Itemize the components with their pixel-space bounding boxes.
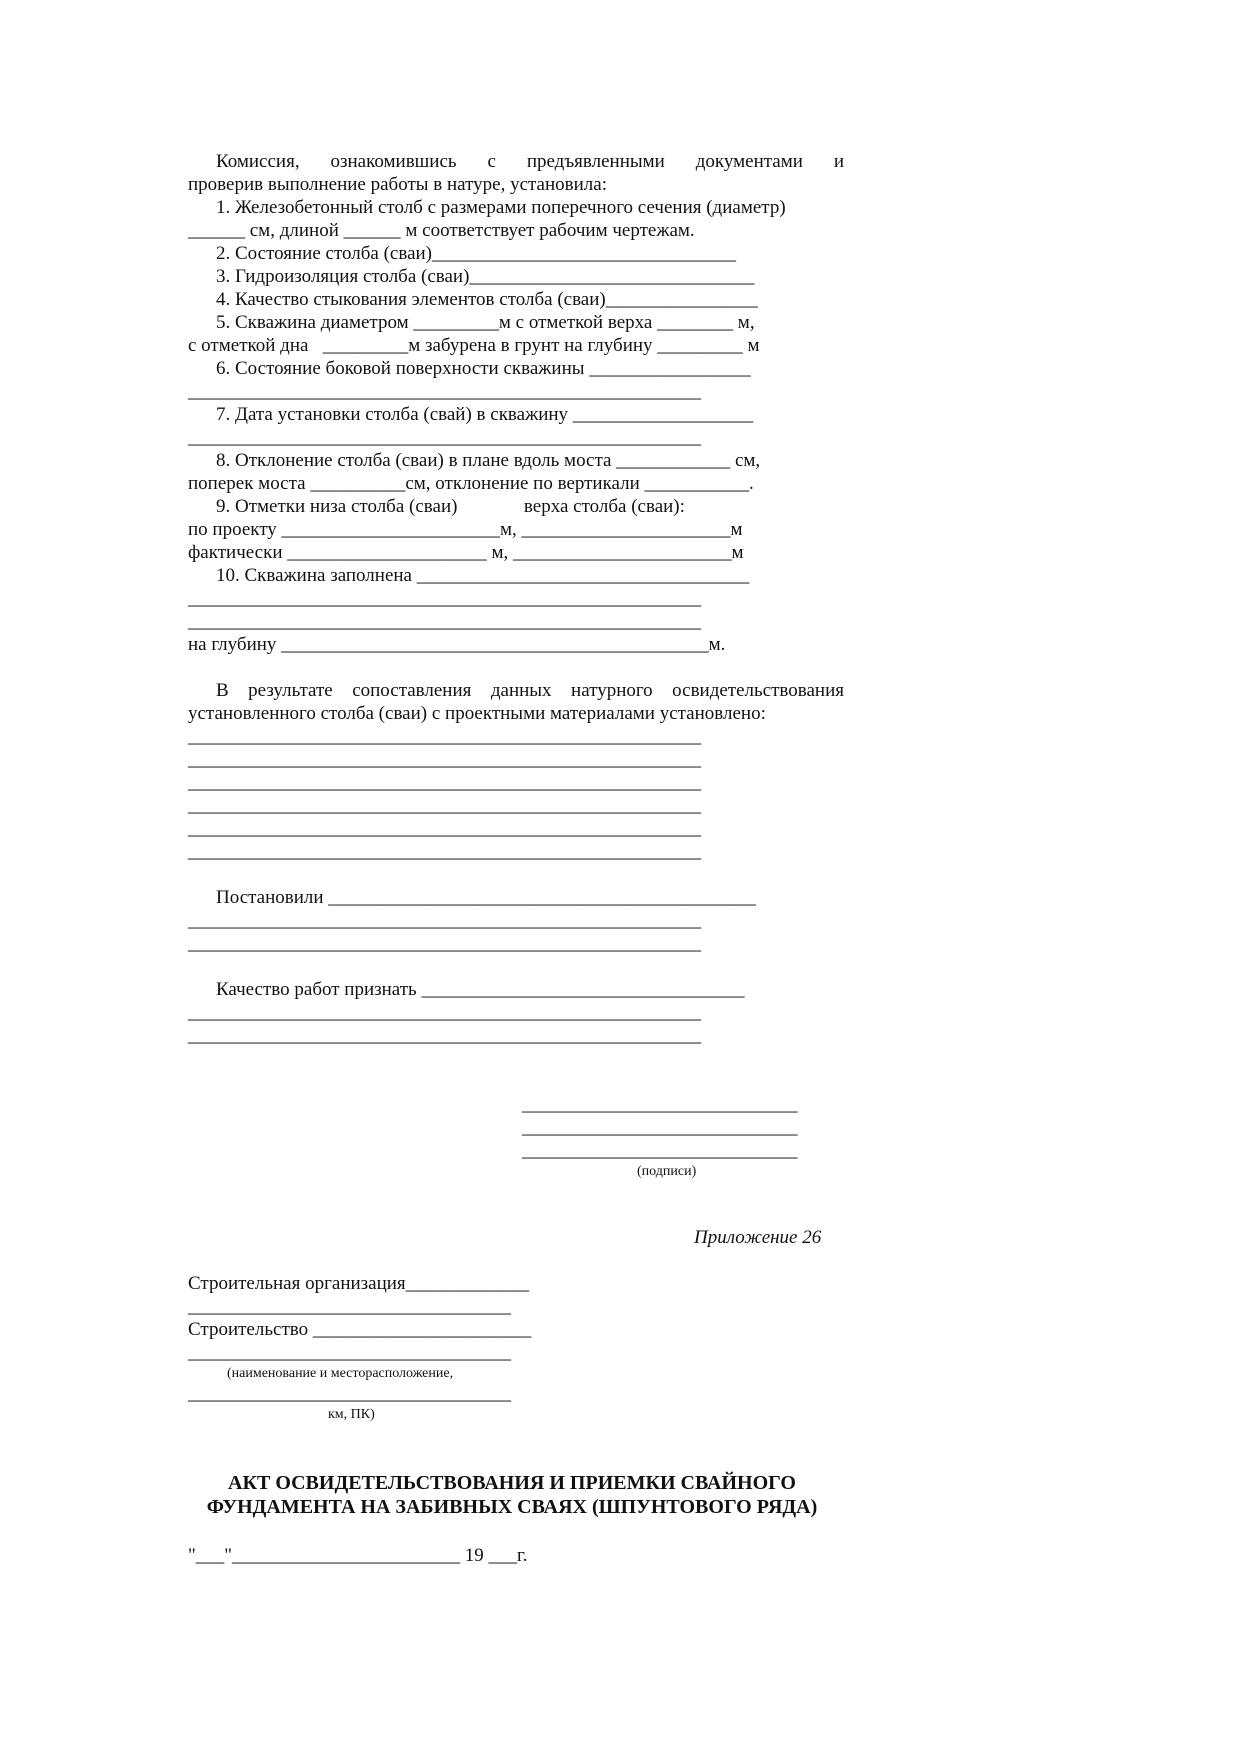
- act-title-line-2: ФУНДАМЕНТА НА ЗАБИВНЫХ СВАЯХ (ШПУНТОВОГО РЯДА): [206, 1496, 818, 1518]
- item-8-line-a: 8. Отклонение столба (сваи) в плане вдоль моста ____________ см,: [216, 450, 761, 471]
- item-8-line-b: поперек моста __________см, отклонение по вертикали ___________.: [188, 473, 754, 494]
- quality-blank-line-1: ______________________________________________________: [188, 1002, 701, 1023]
- item-2: 2. Состояние столба (сваи)________________________________: [216, 243, 737, 264]
- construction-site-blank-line: __________________________________: [188, 1342, 511, 1363]
- signature-line-3: _____________________________: [522, 1140, 798, 1161]
- item-10-blank-line-2: ______________________________________________________: [188, 611, 701, 632]
- item-1-line-a: 1. Железобетонный столб с размерами поперечного сечения (диаметр): [216, 197, 786, 218]
- decided-blank-line-1: ______________________________________________________: [188, 910, 701, 931]
- item-3: 3. Гидроизоляция столба (сваи)______________________________: [216, 266, 755, 287]
- intro-line-2: проверив выполнение работы в натуре, установила:: [188, 174, 607, 195]
- construction-organization: Строительная организация_____________: [188, 1273, 530, 1294]
- result-line-2: установленного столба (сваи) с проектными материалами установлено:: [188, 703, 766, 724]
- quality-blank-line-2: ______________________________________________________: [188, 1025, 701, 1046]
- decided-blank-line-2: ______________________________________________________: [188, 933, 701, 954]
- construction-organization-blank-line: __________________________________: [188, 1296, 511, 1317]
- result-blank-line-3: ______________________________________________________: [188, 772, 701, 793]
- item-5-line-b: с отметкой дна _________м забурена в грунт на глубину _________ м: [188, 335, 760, 356]
- item-9-line-c: фактически _____________________ м, _______________________м: [188, 542, 744, 563]
- quality-label: Качество работ признать __________________________________: [216, 979, 745, 1000]
- item-7-blank-line: ______________________________________________________: [188, 427, 701, 448]
- construction-site: Строительство _______________________: [188, 1319, 532, 1340]
- result-blank-line-2: ______________________________________________________: [188, 749, 701, 770]
- result-blank-line-4: ______________________________________________________: [188, 795, 701, 816]
- item-10-depth: на глубину _____________________________________________м.: [188, 634, 726, 655]
- item-9-line-b: по проекту _______________________м, ______________________м: [188, 519, 743, 540]
- act-title-line-1: АКТ ОСВИДЕТЕЛЬСТВОВАНИЯ И ПРИЕМКИ СВАЙНОГО: [228, 1472, 796, 1494]
- result-blank-line-6: ______________________________________________________: [188, 841, 701, 862]
- appendix-label: Приложение 26: [694, 1227, 822, 1248]
- decided-label: Постановили _____________________________________________: [216, 887, 756, 908]
- item-9-line-a: 9. Отметки низа столба (сваи) верха столба (сваи):: [216, 496, 685, 517]
- item-6: 6. Состояние боковой поверхности скважины _________________: [216, 358, 751, 379]
- km-caption: км, ПК): [328, 1407, 375, 1422]
- item-1-line-b: ______ см, длиной ______ м соответствует рабочим чертежам.: [188, 220, 695, 241]
- item-7: 7. Дата установки столба (свай) в скважину ___________________: [216, 404, 754, 425]
- result-line-1: В результате сопоставления данных натурного освидетельствования: [216, 680, 844, 701]
- item-5-line-a: 5. Скважина диаметром _________м с отметкой верха ________ м,: [216, 312, 755, 333]
- signature-line-2: _____________________________: [522, 1117, 798, 1138]
- item-6-blank-line: ______________________________________________________: [188, 381, 701, 402]
- intro-line-1: Комиссия, ознакомившись с предъявленными документами и: [216, 151, 844, 172]
- item-10-blank-line-1: ______________________________________________________: [188, 588, 701, 609]
- signatures-caption: (подписи): [637, 1164, 697, 1179]
- item-4: 4. Качество стыкования элементов столба (сваи)________________: [216, 289, 758, 310]
- signature-line-1: _____________________________: [522, 1094, 798, 1115]
- act-date: "___"________________________ 19 ___г.: [188, 1545, 528, 1566]
- naming-caption: (наименование и месторасположение,: [227, 1366, 454, 1381]
- naming-blank-line: __________________________________: [188, 1383, 511, 1404]
- result-blank-line-1: ______________________________________________________: [188, 726, 701, 747]
- result-blank-line-5: ______________________________________________________: [188, 818, 701, 839]
- item-10: 10. Скважина заполнена ___________________________________: [216, 565, 750, 586]
